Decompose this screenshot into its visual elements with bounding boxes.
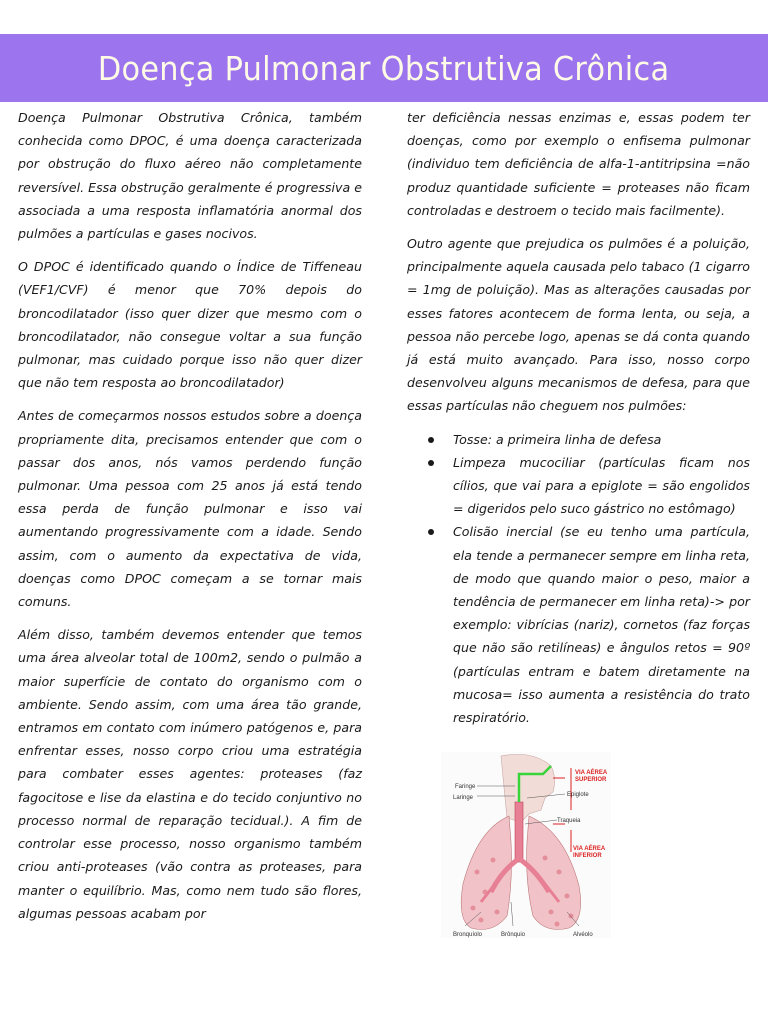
label-upper-airway-2: SUPERIOR [575, 777, 607, 783]
label-bronquio: Brônquio [501, 932, 526, 938]
defense-list [407, 428, 750, 730]
label-alveolo: Alvéolo [573, 932, 593, 938]
page-title: Doença Pulmonar Obstrutiva Crônica [98, 48, 670, 88]
paragraph: Doença Pulmonar Obstrutiva Crônica, também conhecida como DPOC, é uma doença caracterizada por obstrução do fluxo aéreo não completamente reversível. Essa obstrução geralmente é progressiva e associada a uma resposta inflamatória anormal dos pulmões a partículas e gases nocivos. [18, 110, 362, 242]
respiratory-tract-figure [441, 752, 611, 938]
list-item-text: Colisão inercial (se eu tenho uma partícula, ela tende a permanecer sempre em linha reta, de modo que quando maior o peso, maior a tendência de permanecer em linha reta)-> por exemplo: vibrícias (nariz), cornetos (faz forças que não são retilíneas) e ângulos retos = 90º (partículas entram e batem diretamente na mucosa= isso aumenta a resistência do trato respiratório. [453, 524, 750, 726]
left-column [18, 106, 362, 935]
label-lower-airway-2: INFERIOR [573, 853, 602, 859]
bullet-icon [428, 437, 434, 443]
label-upper-airway-1: VIA AÉREA [575, 770, 608, 776]
right-column [407, 106, 750, 729]
title-banner [0, 34, 768, 102]
label-epiglote: Epiglote [567, 792, 589, 798]
paragraph: Antes de começarmos nossos estudos sobre a doença propriamente dita, precisamos entender que com o passar dos anos, nós vamos perdendo função pulmonar. Uma pessoa com 25 anos já está tendo essa perda de função pulmonar e isso vai aumentando progressivamente com a idade. Sendo assim, com o aumento da expectativa de vida, doenças como DPOC começam a se tornar mais comuns. [18, 408, 362, 610]
list-item [453, 451, 750, 521]
paragraph: Além disso, também devemos entender que temos uma área alveolar total de 100m2, sendo o pulmão a maior superfície de contato do organismo com o ambiente. Sendo assim, com uma área tão grande, entramos em contato com inúmero patógenos e, para enfrentar esses, nosso corpo criou uma estratégia para combater esses agentes: proteases (faz fagocitose e lise da elastina e do tecido conjuntivo no processo normal de reparação tecidual.). A fim de controlar esse processo, nosso organismo também criou anti-proteases (vão contra as proteases, para manter o equilíbrio. Mas, como nem tudo são flores, algumas pessoas acabam por [18, 627, 362, 921]
bullet-icon [428, 529, 434, 535]
respiratory-tract-illustration [441, 752, 611, 938]
label-lower-airway-1: VIA AÉREA [573, 846, 606, 852]
paragraph: Outro agente que prejudica os pulmões é a poluição, principalmente aquela causada pelo tabaco (1 cigarro = 1mg de poluição). Mas as alterações causadas por esses fatores acontecem de forma lenta, ou seja, a pessoa não percebe logo, apenas se dá conta quando já está muito avançado. Para isso, nosso corpo desenvolveu alguns mecanismos de defesa, para que essas partículas não cheguem nos pulmões: [407, 236, 750, 414]
paragraph: ter deficiência nessas enzimas e, essas podem ter doenças, como por exemplo o enfisema pulmonar (individuo tem deficiência de alfa-1-antitripsina =não produz quantidade suficiente = proteases não ficam controladas e destroem o tecido mais facilmente). [407, 110, 750, 218]
label-bronquiolo: Bronquíolo [453, 932, 483, 938]
label-faringe: Faringe [455, 784, 476, 790]
list-item [453, 428, 750, 451]
list-item [453, 520, 750, 729]
list-item-text: Limpeza mucociliar (partículas ficam nos cílios, que vai para a epiglote = são engolidos = digeridos pelo suco gástrico no estômago) [453, 454, 750, 517]
bullet-icon [428, 460, 434, 466]
label-laringe: Laringe [453, 795, 474, 801]
label-traqueia: Traqueia [557, 818, 581, 824]
paragraph: O DPOC é identificado quando o Índice de Tiffeneau (VEF1/CVF) é menor que 70% depois do broncodilatador (isso quer dizer que mesmo com o broncodilatador, não consegue voltar a sua função pulmonar, mas cuidado porque isso não quer dizer que não tem resposta ao broncodilatador) [18, 259, 362, 391]
list-item-text: Tosse: a primeira linha de defesa [453, 431, 662, 447]
